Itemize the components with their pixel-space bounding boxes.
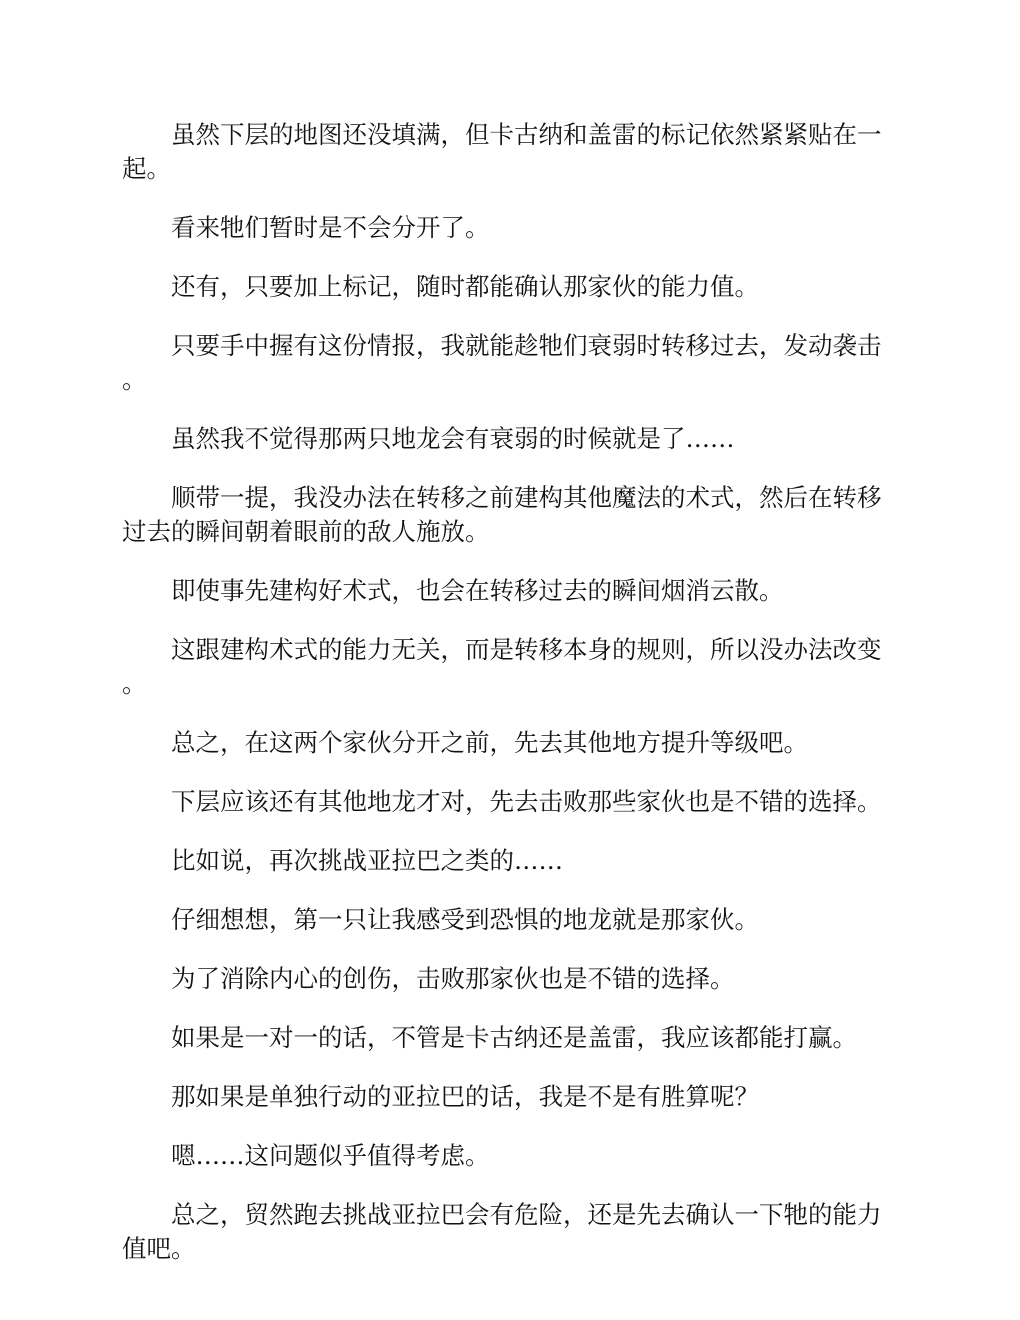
- paragraph: 总之，在这两个家伙分开之前，先去其他地方提升等级吧。: [171, 728, 808, 757]
- paragraph: 即使事先建构好术式，也会在转移过去的瞬间烟消云散。: [171, 576, 784, 605]
- paragraph: 那如果是单独行动的亚拉巴的话，我是不是有胜算呢？: [171, 1082, 759, 1111]
- paragraph: 总之，贸然跑去挑战亚拉巴会有危险，还是先去确认一下牠的能力值吧。: [122, 1200, 882, 1263]
- paragraph: 顺带一提，我没办法在转移之前建构其他魔法的术式，然后在转移过去的瞬间朝着眼前的敌人施放。: [122, 483, 882, 546]
- paragraph: 如果是一对一的话，不管是卡古纳还是盖雷，我应该都能打赢。: [171, 1023, 857, 1052]
- paragraph: 还有，只要加上标记，随时都能确认那家伙的能力值。: [171, 272, 759, 301]
- document-page: [122, 118, 900, 1291]
- paragraph: 仔细想想，第一只让我感受到恐惧的地龙就是那家伙。: [171, 905, 759, 934]
- paragraph: 虽然下层的地图还没填满，但卡古纳和盖雷的标记依然紧紧贴在一起。: [122, 120, 882, 183]
- paragraph: 这跟建构术式的能力无关，而是转移本身的规则，所以没办法改变。: [122, 635, 882, 698]
- paragraph: 比如说，再次挑战亚拉巴之类的……: [171, 846, 563, 875]
- paragraph: 为了消除内心的创伤，击败那家伙也是不错的选择。: [171, 964, 735, 993]
- paragraph: 虽然我不觉得那两只地龙会有衰弱的时候就是了……: [171, 424, 735, 453]
- paragraph: 看来牠们暂时是不会分开了。: [171, 213, 490, 242]
- paragraph: 嗯……这问题似乎值得考虑。: [171, 1141, 490, 1170]
- paragraph: 只要手中握有这份情报，我就能趁牠们衰弱时转移过去，发动袭击。: [122, 331, 882, 394]
- paragraph: 下层应该还有其他地龙才对，先去击败那些家伙也是不错的选择。: [171, 787, 882, 816]
